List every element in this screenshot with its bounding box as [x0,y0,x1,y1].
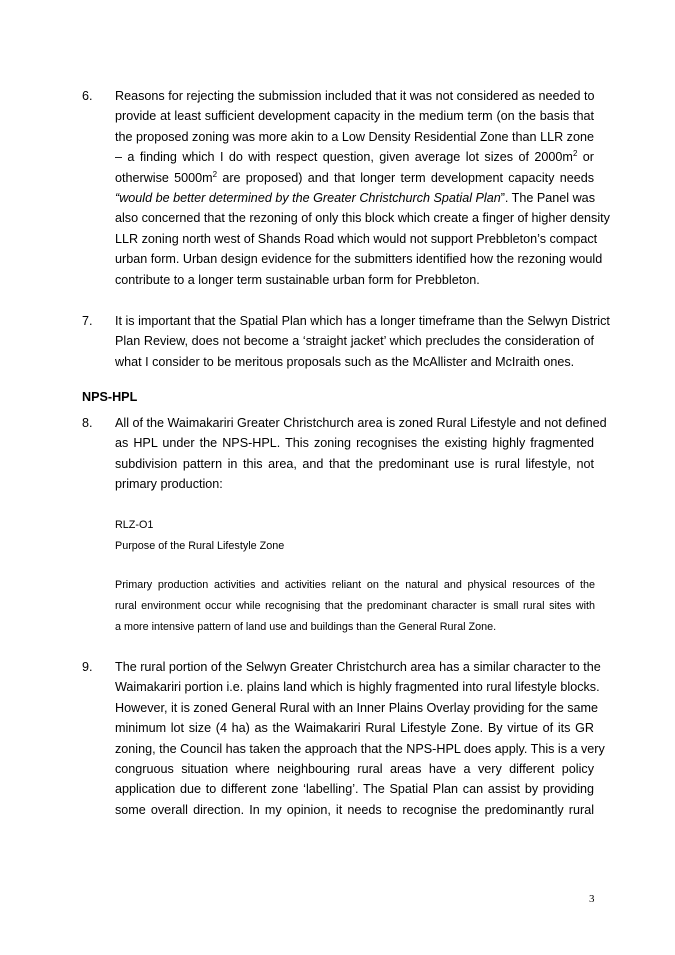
text-line: All of the Waimakariri Greater Christchurch area is zoned Rural Lifestyle and not defined [115,416,607,430]
paragraph-body [115,86,610,290]
text-line: zoning, the Council has taken the approach that the NPS-HPL does apply. This is a very [115,741,605,756]
text-line: application due to different zone ‘labelling’. The Spatial Plan can assist by providing [115,782,594,797]
paragraph-7 [82,311,610,372]
text-line: minimum lot size (4 ha) as the Waimakariri Rural Lifestyle Zone. By virtue of its GR [115,721,594,736]
text-segment: – a finding which I do with respect question, given average lot sizes of 2000m [115,150,573,165]
text-line: primary production: [115,477,223,492]
paragraph-body [115,311,610,372]
text-line: urban form. Urban design evidence for the submitters identified how the rezoning would [115,252,603,267]
text-line: what I consider to be meritous proposals such as the McAllister and McIraith ones. [115,354,575,369]
text-line: subdivision pattern in this area, and that the predominant use is rural lifestyle, not [115,456,594,471]
text-line: However, it is zoned General Rural with an Inner Plains Overlay providing for the same [115,700,598,715]
text-line: congruous situation where neighbouring rural areas have a very different policy [115,762,594,777]
text-line [115,168,594,188]
text-line: some overall direction. In my opinion, it needs to recognise the predominantly rural [115,802,594,817]
text-segment: otherwise 5000m [115,170,213,185]
paragraph-6 [82,86,610,290]
quote-mark: “ [115,191,120,206]
text-line: Waimakariri portion i.e. plains land which is highly fragmented into rural lifestyle blocks. [115,680,600,695]
text-line: LLR zoning north west of Shands Road which would not support Prebbleton’s compact [115,231,598,246]
text-line [115,188,594,208]
text-line: Reasons for rejecting the submission included that it was not considered as needed to [115,89,595,103]
paragraph-number: 7. [82,314,93,328]
text-line [115,147,594,167]
text-line: also concerned that the rezoning of only this block which create a finger of higher density [115,211,610,226]
text-line: the proposed zoning was more akin to a Low Density Residential Zone than LLR zone [115,129,594,144]
paragraph-number: 8. [82,416,93,430]
text-line: The rural portion of the Selwyn Greater Christchurch area has a similar character to the [115,660,601,674]
paragraph-body [115,413,607,495]
paragraph-number: 9. [82,660,93,674]
text-segment: are proposed) and that longer term development capacity needs [217,170,595,185]
text-segment: or [577,150,594,165]
page-number: 3 [589,893,595,905]
superscript: 2 [212,169,218,179]
text-segment: ”. The Panel was [500,191,595,206]
text-line: as HPL under the NPS-HPL. This zoning recognises the existing highly fragmented [115,436,594,451]
section-heading: NPS-HPL [82,390,138,404]
superscript: 2 [572,149,578,159]
paragraph-number: 6. [82,89,93,103]
paragraph-9 [82,657,605,820]
text-line: Primary production activities and activities reliant on the natural and physical resources of the [115,579,595,591]
text-line: a more intensive pattern of land use and buildings than the General Rural Zone. [115,621,497,633]
text-line: It is important that the Spatial Plan which has a longer timeframe than the Selwyn District [115,314,610,328]
quote-body [115,575,595,638]
italic-quote [115,191,501,205]
italic-text: would be better determined by the Greater Christchurch Spatial Plan [119,191,501,206]
paragraph-body [115,657,605,820]
text-line: rural environment occur while recognising that the predominant character is small rural sites with [115,600,595,612]
paragraph-8 [82,413,607,495]
quote-code: RLZ-O1 [115,519,154,531]
text-line: Plan Review, does not become a ‘straight jacket’ which precludes the consideration of [115,334,594,349]
text-line: provide at least sufficient development capacity in the medium term (on the basis that [115,109,594,124]
quote-title: Purpose of the Rural Lifestyle Zone [115,540,285,552]
text-line: contribute to a longer term sustainable urban form for Prebbleton. [115,272,480,287]
